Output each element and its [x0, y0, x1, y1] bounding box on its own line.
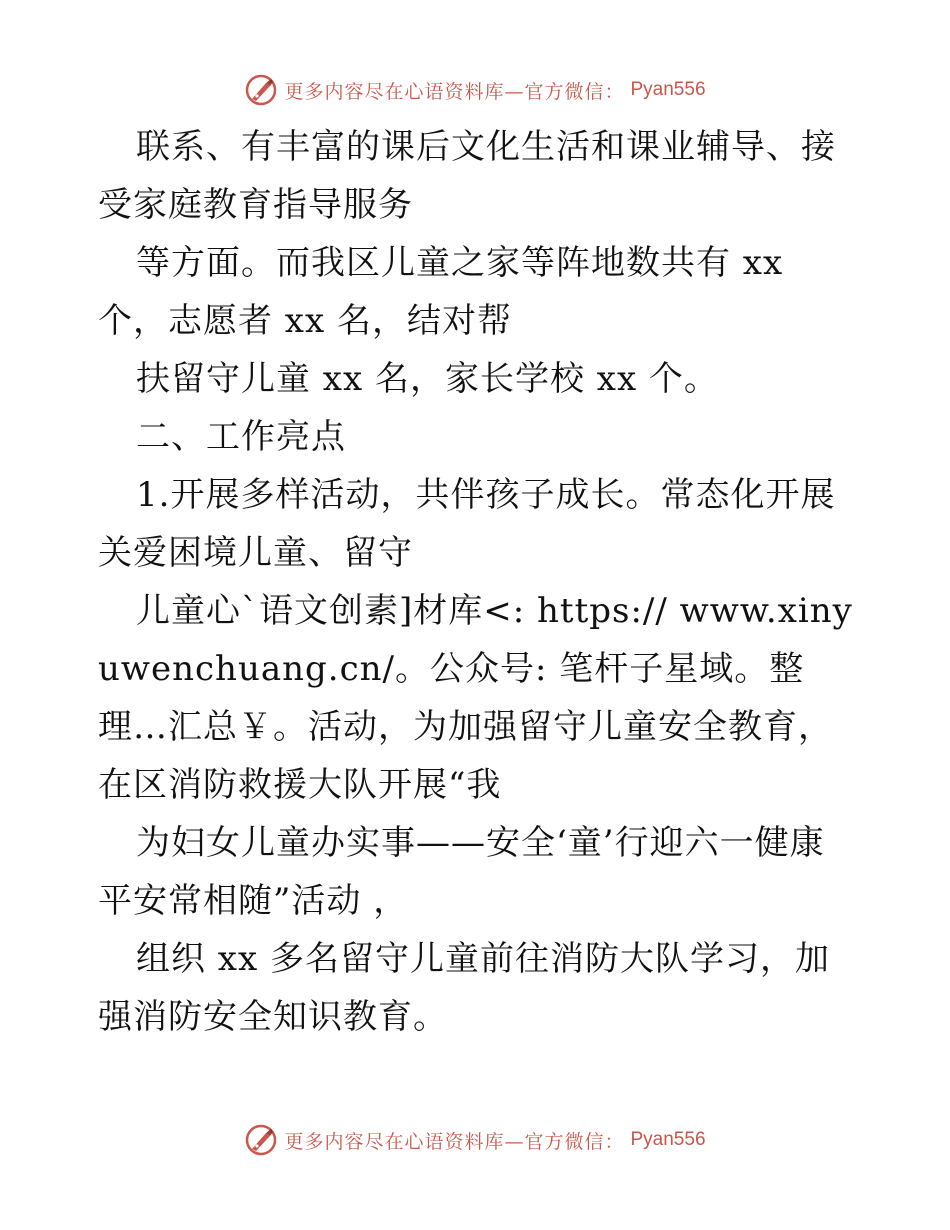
watermark-wechat-id: Pyan556 [630, 1129, 706, 1150]
paragraph: 为妇女儿童办实事——安全‘童’行迎六一健康平安常相随”活动 ， [98, 823, 825, 921]
footer-watermark-inner [244, 1123, 705, 1157]
pen-nib-logo-icon [244, 1123, 278, 1157]
header-watermark-inner [244, 73, 705, 107]
paragraph: 等方面。而我区儿童之家等阵地数共有 xx 个，志愿者 xx 名，结对帮 [98, 243, 784, 341]
header-watermark [0, 70, 950, 110]
paragraph: 扶留守儿童 xx 名，家长学校 xx 个。 [136, 359, 719, 399]
watermark-wechat-id: Pyan556 [630, 79, 706, 100]
watermark-text: 更多内容尽在心语资料库—官方微信： [284, 1130, 625, 1153]
watermark-text: 更多内容尽在心语资料库—官方微信： [284, 80, 625, 103]
footer-watermark [0, 1120, 950, 1160]
pen-nib-logo-icon [244, 73, 278, 107]
paragraph: 组织 xx 多名留守儿童前往消防大队学习，加强消防安全知识教育。 [98, 939, 830, 1037]
paragraph: 1.开展多样活动，共伴孩子成长。常态化开展关爱困境儿童、留守 [98, 475, 836, 573]
paragraph: 儿童心`语文创素]材库<: https:// www.xinyuwenchuang.cn/。公众号: 笔杆子星域。整理…汇总￥。活动，为加强留守儿童安全教育，在区消防救援大队开展“我 [98, 591, 853, 805]
section-heading: 二、工作亮点 [136, 417, 346, 457]
paragraph: 联系、有丰富的课后文化生活和课业辅导、接受家庭教育指导服务 [98, 127, 836, 225]
document-body [98, 118, 858, 1046]
